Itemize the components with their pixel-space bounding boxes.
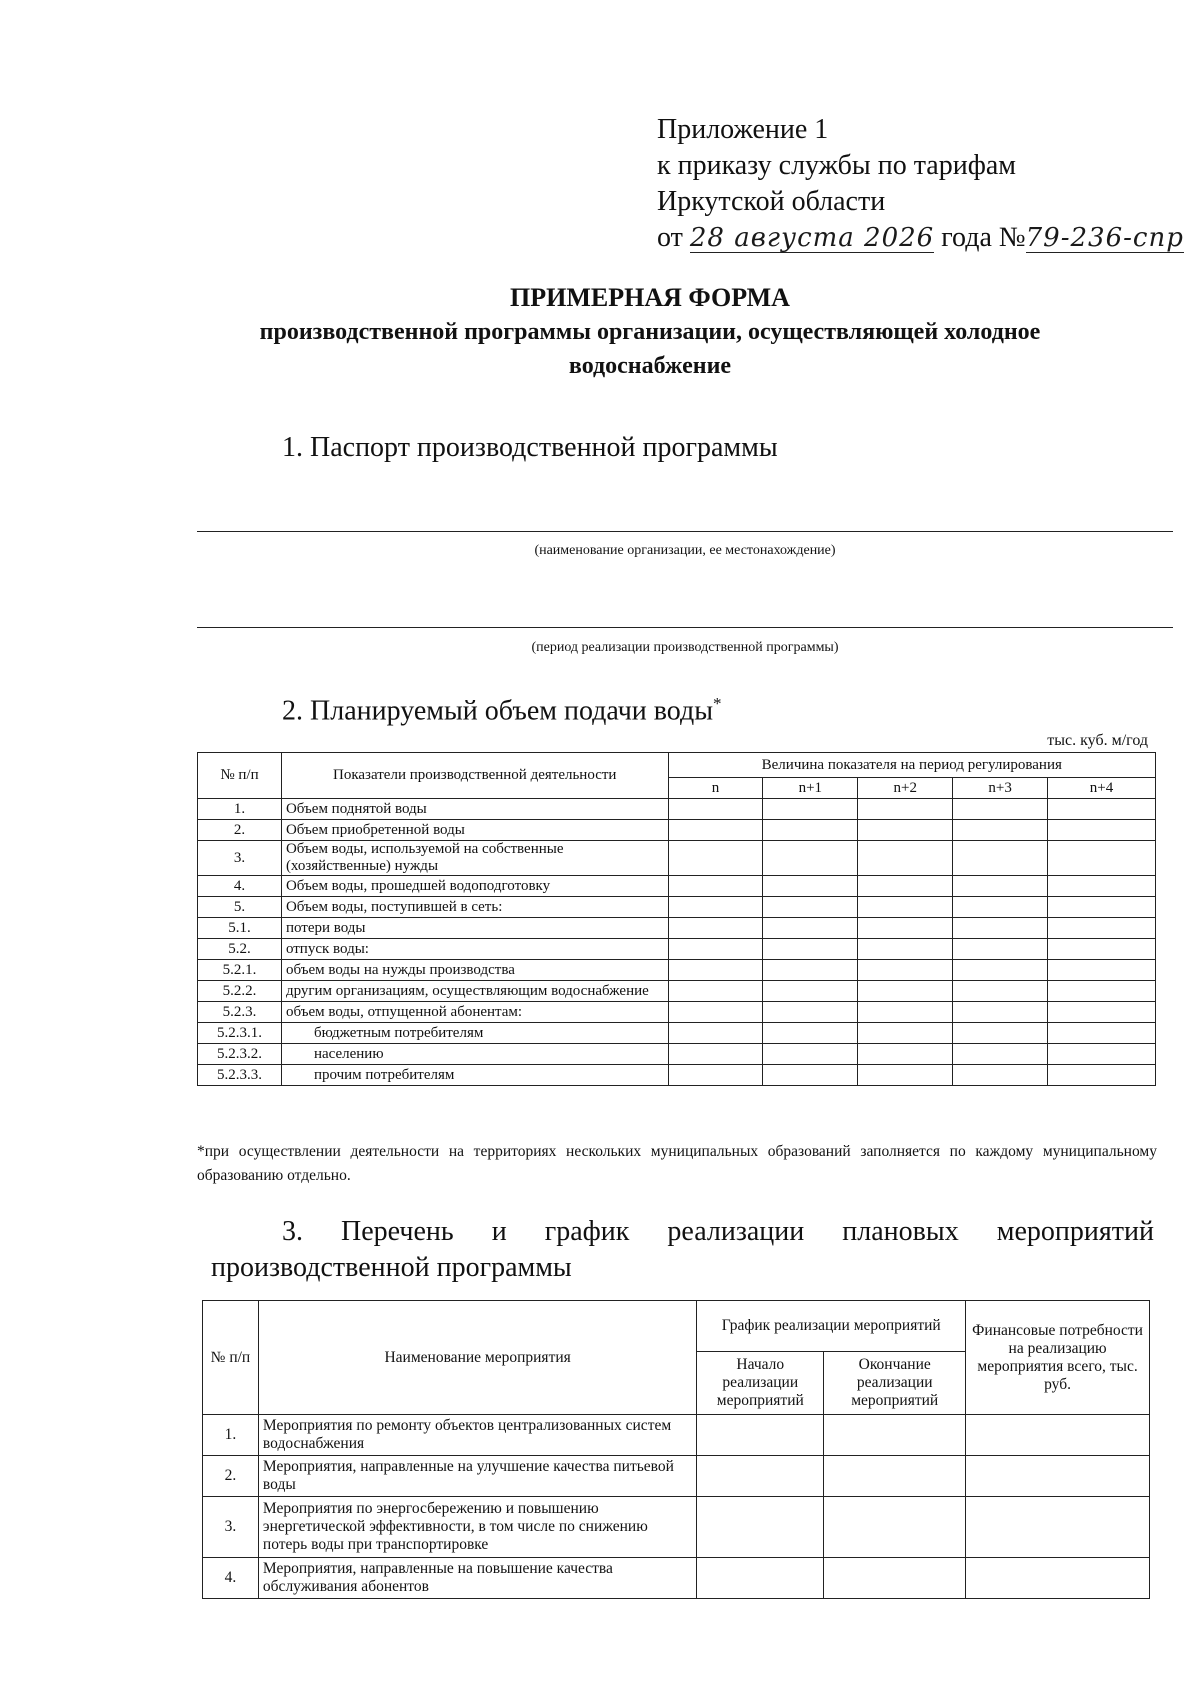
value-cell[interactable] [858,876,953,897]
unit-label: тыс. куб. м/год [1047,732,1148,749]
row-label: другим организациям, осуществляющим водоснабжение [281,981,668,1002]
value-cell[interactable] [763,820,858,841]
value-cell[interactable] [763,1002,858,1023]
table-row [198,897,1156,918]
water-supply-table [197,752,1156,1086]
value-cell[interactable] [953,799,1048,820]
value-cell[interactable] [858,1023,953,1044]
period-header: n+1 [763,778,858,799]
heading-word: реализации [667,1216,805,1247]
value-cell[interactable] [697,1456,824,1497]
value-cell[interactable] [763,1044,858,1065]
value-cell[interactable] [1048,918,1156,939]
table-row [198,1044,1156,1065]
table-row [198,918,1156,939]
value-cell[interactable] [668,1044,763,1065]
value-cell[interactable] [1048,841,1156,876]
appendix-header [657,112,1184,256]
period-header: n+3 [953,778,1048,799]
value-cell[interactable] [953,841,1048,876]
row-label: прочим потребителям [281,1065,668,1086]
handwritten-date: 28 августа 2026 [689,223,935,253]
value-cell[interactable] [858,981,953,1002]
value-cell[interactable] [668,981,763,1002]
value-cell[interactable] [763,897,858,918]
value-cell[interactable] [763,841,858,876]
row-label: Мероприятия, направленные на повышение качества обслуживания абонентов [258,1558,696,1599]
table-row [198,876,1156,897]
appendix-line-1: Приложение 1 [657,114,829,145]
value-cell[interactable] [668,1023,763,1044]
value-cell[interactable] [668,820,763,841]
section-3-heading-line-2: производственной программы [211,1252,572,1283]
value-cell[interactable] [966,1415,1150,1456]
table-row [203,1497,1150,1558]
value-cell[interactable] [953,981,1048,1002]
activities-table [202,1300,1150,1599]
row-label: населению [281,1044,668,1065]
section-2-heading [282,694,722,727]
heading-word: Перечень [341,1216,454,1247]
row-label: Мероприятия, направленные на улучшение качества питьевой воды [258,1456,696,1497]
value-cell[interactable] [763,876,858,897]
value-cell[interactable] [668,799,763,820]
value-cell[interactable] [966,1497,1150,1558]
value-cell[interactable] [668,918,763,939]
table-row [198,841,1156,876]
row-label: Объем поднятой воды [281,799,668,820]
org-name-line [197,531,1173,532]
row-number: 5.2.3. [198,1002,282,1023]
value-cell[interactable] [1048,1002,1156,1023]
table-row [203,1415,1150,1456]
row-number: 5.2.1. [198,960,282,981]
section-3-heading-line-1 [211,1214,1154,1250]
form-title-sub-1: производственной программы организации, осуществляющей холодное [259,319,1041,345]
value-cell[interactable] [824,1456,966,1497]
row-number: 5.2.3.3. [198,1065,282,1086]
col-header-end: Окончание реализации мероприятий [824,1352,966,1415]
row-number: 1. [203,1415,259,1456]
value-cell[interactable] [1048,897,1156,918]
value-cell[interactable] [858,960,953,981]
period-header: n+2 [858,778,953,799]
heading-word: и [491,1216,507,1247]
row-label: Мероприятия по ремонту объектов централизованных систем водоснабжения [258,1415,696,1456]
row-number: 4. [203,1558,259,1599]
activities-table-body [203,1415,1150,1599]
value-cell[interactable] [668,1065,763,1086]
value-cell[interactable] [763,799,858,820]
value-cell[interactable] [858,918,953,939]
value-cell[interactable] [1048,981,1156,1002]
appendix-line-2: к приказу службы по тарифам [657,150,1016,181]
value-cell[interactable] [953,939,1048,960]
value-cell[interactable] [763,918,858,939]
col-header-finance: Финансовые потребности на реализацию мероприятия всего, тыс. руб. [966,1301,1150,1415]
handwritten-order-number: 79-236-спр [1025,223,1184,253]
value-cell[interactable] [668,960,763,981]
value-cell[interactable] [858,799,953,820]
value-cell[interactable] [858,1002,953,1023]
row-number: 5.2. [198,939,282,960]
value-cell[interactable] [858,820,953,841]
value-cell[interactable] [858,897,953,918]
table-row [198,939,1156,960]
value-cell[interactable] [1048,876,1156,897]
row-number: 5. [198,897,282,918]
value-cell[interactable] [953,820,1048,841]
row-label: Мероприятия по энергосбережению и повышению энергетической эффективности, в том числе по снижению потерь воды при транспортировке [258,1497,696,1558]
heading-word: мероприятий [996,1216,1154,1247]
col-header-schedule: График реализации мероприятий [697,1301,966,1352]
row-label: Объем воды, используемой на собственные (хозяйственные) нужды [281,841,668,876]
table-row [198,799,1156,820]
org-name-hint: (наименование организации, ее местонахождение) [534,543,836,558]
value-cell[interactable] [763,960,858,981]
form-title [150,281,1150,383]
value-cell[interactable] [668,876,763,897]
value-cell[interactable] [668,1002,763,1023]
value-cell[interactable] [953,1002,1048,1023]
value-cell[interactable] [668,841,763,876]
value-cell[interactable] [953,1023,1048,1044]
row-number: 3. [203,1497,259,1558]
value-cell[interactable] [668,897,763,918]
table-row [198,820,1156,841]
value-cell[interactable] [697,1558,824,1599]
col-header-num: № п/п [203,1301,259,1415]
value-cell[interactable] [824,1415,966,1456]
row-number: 4. [198,876,282,897]
form-title-sub-2: водоснабжение [568,353,732,379]
value-cell[interactable] [763,1065,858,1086]
row-label: Объем приобретенной воды [281,820,668,841]
row-number: 3. [198,841,282,876]
period-hint: (период реализации производственной программы) [531,640,839,655]
table-row [198,960,1156,981]
value-cell[interactable] [1048,939,1156,960]
appendix-line-4 [657,220,1184,256]
table-row [198,981,1156,1002]
heading-word: 3. [282,1216,303,1247]
period-header: n+4 [1048,778,1156,799]
value-cell[interactable] [824,1558,966,1599]
row-number: 5.2.3.1. [198,1023,282,1044]
value-cell[interactable] [966,1558,1150,1599]
period-line [197,627,1173,628]
value-cell[interactable] [953,1044,1048,1065]
value-cell[interactable] [953,918,1048,939]
row-number: 5.2.3.2. [198,1044,282,1065]
row-label: Объем воды, поступившей в сеть: [281,897,668,918]
row-number: 2. [198,820,282,841]
footnote: *при осуществлении деятельности на территориях нескольких муниципальных образований заполняется по каждому муниципальному образованию отдельно. [197,1143,1157,1184]
section-2-heading-text: 2. Планируемый объем подачи воды [282,695,714,727]
row-label: объем воды, отпущенной абонентам: [281,1002,668,1023]
value-cell[interactable] [953,1065,1048,1086]
row-label: потери воды [281,918,668,939]
row-label: бюджетным потребителям [281,1023,668,1044]
row-label: отпуск воды: [281,939,668,960]
value-cell[interactable] [1048,1023,1156,1044]
value-cell[interactable] [858,1044,953,1065]
value-cell[interactable] [1048,820,1156,841]
heading-word: график [544,1216,630,1247]
col-header-period: Величина показателя на период регулирования [668,753,1155,778]
value-cell[interactable] [953,960,1048,981]
table-row [198,1065,1156,1086]
value-cell[interactable] [763,981,858,1002]
value-cell[interactable] [697,1415,824,1456]
table-row [198,1023,1156,1044]
value-cell[interactable] [763,1023,858,1044]
footnote-star: * [713,694,722,713]
row-number: 5.1. [198,918,282,939]
table-row [203,1558,1150,1599]
value-cell[interactable] [763,939,858,960]
section-3-heading [211,1214,1154,1286]
row-number: 1. [198,799,282,820]
water-supply-table-body [198,799,1156,1086]
value-cell[interactable] [697,1497,824,1558]
value-cell[interactable] [966,1456,1150,1497]
table-row [198,1002,1156,1023]
period-header: n [668,778,763,799]
section-1-heading: 1. Паспорт производственной программы [282,432,778,463]
value-cell[interactable] [1048,1065,1156,1086]
value-cell[interactable] [858,1065,953,1086]
value-cell[interactable] [858,841,953,876]
value-cell[interactable] [858,939,953,960]
value-cell[interactable] [1048,960,1156,981]
row-label: объем воды на нужды производства [281,960,668,981]
form-title-main: ПРИМЕРНАЯ ФОРМА [510,283,790,312]
order-year-label: года № [941,222,1026,253]
row-number: 5.2.2. [198,981,282,1002]
value-cell[interactable] [668,939,763,960]
value-cell[interactable] [953,876,1048,897]
heading-word: плановых [842,1216,959,1247]
value-cell[interactable] [824,1497,966,1558]
from-prefix: от [657,222,683,253]
col-header-start: Начало реализации мероприятий [697,1352,824,1415]
value-cell[interactable] [1048,799,1156,820]
col-header-name: Наименование мероприятия [258,1301,696,1415]
row-number: 2. [203,1456,259,1497]
row-label: Объем воды, прошедшей водоподготовку [281,876,668,897]
col-header-indicator: Показатели производственной деятельности [281,753,668,799]
col-header-num: № п/п [198,753,282,799]
value-cell[interactable] [953,897,1048,918]
table-row [203,1456,1150,1497]
appendix-line-3: Иркутской области [657,186,886,217]
value-cell[interactable] [1048,1044,1156,1065]
